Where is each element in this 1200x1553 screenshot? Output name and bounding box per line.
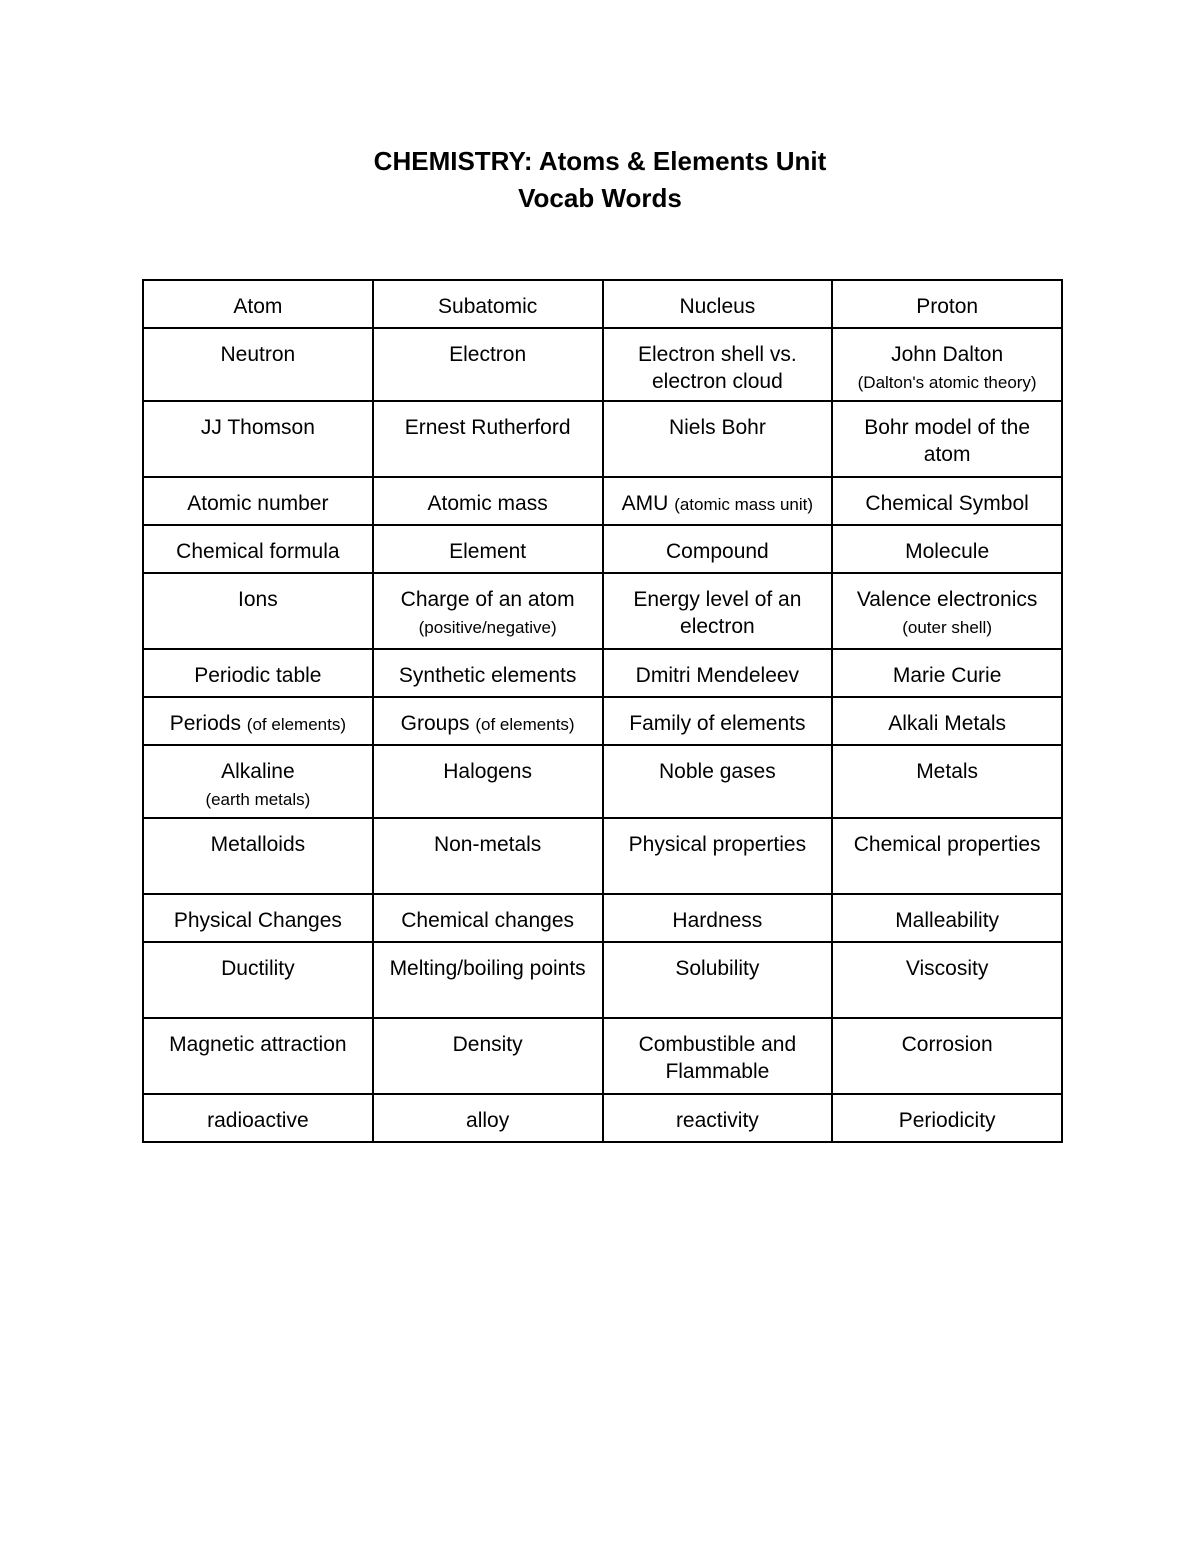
vocab-term: Physical Changes bbox=[173, 909, 342, 932]
vocab-term: Metals bbox=[916, 760, 979, 783]
vocab-term: Metalloids bbox=[210, 833, 306, 856]
vocab-term: Chemical properties bbox=[853, 833, 1041, 856]
vocab-term: Dmitri Mendeleev bbox=[635, 664, 800, 687]
vocab-note: (atomic mass unit) bbox=[674, 495, 814, 514]
table-row bbox=[143, 942, 1062, 1018]
vocab-term: Valence electronics bbox=[856, 588, 1038, 611]
vocab-cell bbox=[143, 328, 373, 401]
vocab-cell bbox=[373, 280, 603, 328]
vocab-term: Non-metals bbox=[433, 833, 542, 856]
vocab-cell bbox=[143, 697, 373, 745]
vocab-term: Hardness bbox=[672, 909, 763, 932]
vocab-cell bbox=[143, 818, 373, 894]
vocab-cell bbox=[603, 328, 833, 401]
vocab-term: Atomic number bbox=[187, 492, 329, 515]
table-row bbox=[143, 1094, 1062, 1142]
vocab-cell bbox=[832, 818, 1062, 894]
vocab-term: Halogens bbox=[443, 760, 532, 783]
vocab-cell bbox=[603, 1094, 833, 1142]
vocab-term: Ductility bbox=[221, 957, 295, 980]
vocab-term: Atom bbox=[233, 295, 283, 318]
vocab-term: Electron bbox=[449, 343, 527, 366]
table-row bbox=[143, 477, 1062, 525]
vocab-cell bbox=[603, 1018, 833, 1094]
document-subtitle: Vocab Words bbox=[518, 183, 682, 213]
vocab-cell bbox=[373, 649, 603, 697]
vocab-cell bbox=[373, 328, 603, 401]
vocab-cell bbox=[832, 697, 1062, 745]
vocab-cell bbox=[143, 894, 373, 942]
vocab-cell bbox=[373, 942, 603, 1018]
vocab-term: Chemical formula bbox=[176, 540, 340, 563]
vocab-table-body bbox=[143, 280, 1062, 1142]
vocab-term: Periodicity bbox=[898, 1109, 996, 1132]
vocab-term: Synthetic elements bbox=[398, 664, 577, 687]
vocab-cell bbox=[832, 573, 1062, 649]
vocab-cell bbox=[143, 573, 373, 649]
vocab-cell bbox=[832, 525, 1062, 573]
vocab-term: Noble gases bbox=[659, 760, 776, 783]
vocab-cell bbox=[603, 401, 833, 477]
vocab-term: radioactive bbox=[207, 1109, 309, 1132]
vocab-cell bbox=[832, 401, 1062, 477]
vocab-term: reactivity bbox=[675, 1109, 759, 1132]
vocab-term: Malleability bbox=[895, 909, 1000, 932]
vocab-note: (outer shell) bbox=[902, 618, 992, 637]
table-row bbox=[143, 894, 1062, 942]
vocab-cell bbox=[832, 328, 1062, 401]
vocab-cell bbox=[373, 401, 603, 477]
vocab-term: Nucleus bbox=[679, 295, 756, 318]
vocab-cell bbox=[143, 1018, 373, 1094]
vocab-term: Periodic table bbox=[194, 664, 322, 687]
vocab-cell bbox=[832, 649, 1062, 697]
vocab-cell bbox=[143, 942, 373, 1018]
vocab-term: Chemical changes bbox=[401, 909, 574, 932]
table-row bbox=[143, 1018, 1062, 1094]
vocab-term: Charge of an atom bbox=[400, 588, 575, 611]
vocab-cell bbox=[373, 1018, 603, 1094]
vocab-cell bbox=[603, 818, 833, 894]
vocab-cell bbox=[832, 1018, 1062, 1094]
vocab-cell bbox=[603, 697, 833, 745]
vocab-term: Compound bbox=[666, 540, 769, 563]
vocab-term: alloy bbox=[466, 1109, 510, 1132]
vocab-cell bbox=[373, 525, 603, 573]
vocab-cell bbox=[143, 1094, 373, 1142]
vocab-term: Proton bbox=[916, 295, 979, 318]
vocab-table bbox=[142, 279, 1063, 1143]
vocab-note: (of elements) bbox=[246, 715, 346, 734]
vocab-cell bbox=[832, 1094, 1062, 1142]
vocab-note: (Dalton's atomic theory) bbox=[857, 373, 1037, 392]
vocab-term: Ions bbox=[238, 588, 278, 611]
vocab-cell bbox=[143, 649, 373, 697]
vocab-cell bbox=[832, 745, 1062, 818]
vocab-term: Groups bbox=[400, 712, 470, 735]
vocab-cell bbox=[143, 525, 373, 573]
vocab-cell bbox=[603, 894, 833, 942]
vocab-term: Alkaline bbox=[221, 760, 295, 783]
vocab-term: JJ Thomson bbox=[200, 416, 315, 439]
vocab-term: Family of elements bbox=[629, 712, 806, 735]
table-row bbox=[143, 328, 1062, 401]
vocab-term: Energy level of an electron bbox=[633, 588, 802, 638]
vocab-note: (of elements) bbox=[475, 715, 575, 734]
vocab-cell bbox=[832, 280, 1062, 328]
vocab-cell bbox=[373, 697, 603, 745]
vocab-cell bbox=[603, 942, 833, 1018]
vocab-term: Melting/boiling points bbox=[389, 957, 586, 980]
vocab-cell bbox=[373, 894, 603, 942]
vocab-cell bbox=[373, 477, 603, 525]
document-title: CHEMISTRY: Atoms & Elements Unit bbox=[373, 146, 827, 176]
table-row bbox=[143, 649, 1062, 697]
vocab-cell bbox=[143, 280, 373, 328]
vocab-term: Element bbox=[449, 540, 527, 563]
vocab-note: (positive/negative) bbox=[418, 618, 557, 637]
vocab-cell bbox=[603, 573, 833, 649]
vocab-term: Combustible and Flammable bbox=[638, 1033, 797, 1083]
title-block bbox=[0, 143, 1200, 217]
vocab-cell bbox=[373, 1094, 603, 1142]
vocab-term: Magnetic attraction bbox=[169, 1033, 347, 1056]
vocab-term: Neutron bbox=[220, 343, 296, 366]
vocab-cell bbox=[832, 477, 1062, 525]
vocab-term: Periods bbox=[169, 712, 241, 735]
table-row bbox=[143, 401, 1062, 477]
vocab-term: Niels Bohr bbox=[668, 416, 766, 439]
vocab-cell bbox=[832, 894, 1062, 942]
table-row bbox=[143, 573, 1062, 649]
vocab-term: Chemical Symbol bbox=[865, 492, 1029, 515]
vocab-term: Subatomic bbox=[438, 295, 538, 318]
vocab-term: Ernest Rutherford bbox=[404, 416, 571, 439]
table-row bbox=[143, 818, 1062, 894]
vocab-term: Solubility bbox=[675, 957, 760, 980]
vocab-cell bbox=[603, 280, 833, 328]
vocab-term: AMU bbox=[621, 492, 669, 515]
vocab-term: Physical properties bbox=[628, 833, 807, 856]
vocab-cell bbox=[143, 477, 373, 525]
vocab-term: Density bbox=[452, 1033, 523, 1056]
vocab-term: Corrosion bbox=[901, 1033, 993, 1056]
vocab-cell bbox=[603, 525, 833, 573]
vocab-term: Bohr model of the atom bbox=[864, 416, 1030, 466]
vocab-term: Alkali Metals bbox=[888, 712, 1007, 735]
table-row bbox=[143, 280, 1062, 328]
vocab-cell bbox=[603, 745, 833, 818]
vocab-cell bbox=[373, 573, 603, 649]
vocab-note: (earth metals) bbox=[205, 790, 311, 809]
vocab-cell bbox=[603, 649, 833, 697]
vocab-term: Atomic mass bbox=[427, 492, 548, 515]
vocab-cell bbox=[373, 818, 603, 894]
vocab-cell bbox=[603, 477, 833, 525]
vocab-term: Molecule bbox=[905, 540, 990, 563]
vocab-term: John Dalton bbox=[891, 343, 1004, 366]
vocab-term: Electron shell vs. electron cloud bbox=[638, 343, 797, 393]
vocab-term: Marie Curie bbox=[892, 664, 1002, 687]
table-row bbox=[143, 745, 1062, 818]
vocab-cell bbox=[373, 745, 603, 818]
vocab-cell bbox=[832, 942, 1062, 1018]
table-row bbox=[143, 697, 1062, 745]
vocab-term: Viscosity bbox=[905, 957, 989, 980]
table-row bbox=[143, 525, 1062, 573]
vocab-cell bbox=[143, 745, 373, 818]
vocab-cell bbox=[143, 401, 373, 477]
